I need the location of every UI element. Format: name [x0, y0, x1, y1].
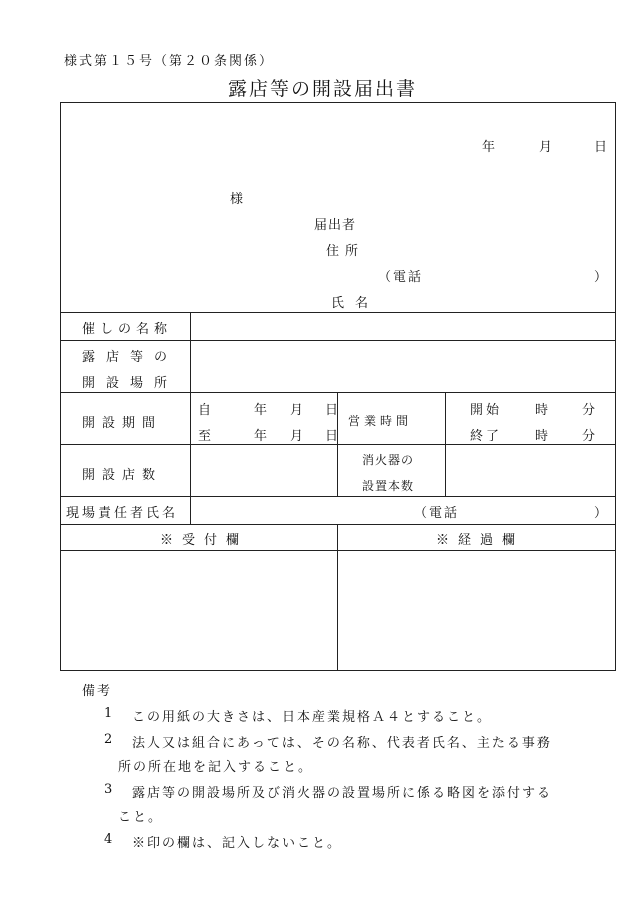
period-label: 開設期間 [82, 416, 163, 431]
notes-heading: 備考 [82, 684, 113, 699]
period-from-year: 年 [254, 403, 268, 418]
start-hour: 時 [535, 403, 549, 418]
location-label-line2: 開設場所 [82, 376, 179, 391]
start-minute: 分 [582, 403, 596, 418]
start-label: 開始 [470, 403, 503, 418]
note-3-number: 3 [104, 782, 113, 797]
note-4-text: ※印の欄は、記入しないこと。 [132, 836, 343, 851]
location-label-line1: 露店等の [82, 350, 179, 365]
name-label: 氏名 [331, 296, 380, 311]
applicant-phone-close: ） [594, 270, 608, 285]
note-2-text-line2: 所の所在地を記入すること。 [118, 760, 314, 775]
addressee-label: 様 [230, 192, 244, 207]
note-3-text-line2: こと。 [118, 810, 164, 825]
address-label: 住所 [326, 244, 365, 259]
period-to-label: 至 [198, 429, 212, 444]
note-1-number: 1 [104, 706, 113, 721]
applicant-phone-open: （電話 [378, 270, 424, 285]
date-year-label: 年 [482, 140, 496, 155]
applicant-label: 届出者 [314, 218, 357, 233]
period-to-day: 日 [325, 429, 339, 444]
note-2-text-line1: 法人又は組合にあっては、その名称、代表者氏名、主たる事務 [132, 736, 552, 751]
store-count-label: 開設店数 [82, 468, 163, 483]
period-to-year: 年 [254, 429, 268, 444]
note-1-text: この用紙の大きさは、日本産業規格Ａ４とすること。 [132, 710, 493, 725]
note-4-number: 4 [104, 832, 113, 847]
end-minute: 分 [582, 429, 596, 444]
period-from-day: 日 [325, 403, 339, 418]
manager-label: 現場責任者氏名 [66, 506, 179, 521]
end-hour: 時 [535, 429, 549, 444]
page-title: 露店等の開設届出書 [228, 78, 418, 100]
note-3-text-line1: 露店等の開設場所及び消火器の設置場所に係る略図を添付する [132, 786, 553, 801]
end-label: 終了 [470, 429, 503, 444]
period-from-label: 自 [198, 403, 212, 418]
extinguisher-label-line2: 設置本数 [362, 479, 415, 493]
event-name-label: 催しの名称 [82, 322, 173, 337]
period-from-month: 月 [290, 403, 304, 418]
date-month-label: 月 [539, 140, 553, 155]
form-number: 様式第１５号（第２０条関係） [64, 54, 275, 69]
reception-label: ※受付欄 [160, 533, 249, 548]
progress-label: ※経過欄 [436, 533, 525, 548]
extinguisher-label-line1: 消火器の [362, 453, 415, 467]
manager-phone-close: ） [594, 506, 608, 521]
business-hours-label: 営業時間 [348, 414, 413, 428]
date-day-label: 日 [594, 140, 608, 155]
note-2-number: 2 [104, 732, 113, 747]
manager-phone-open: （電話 [414, 506, 460, 521]
period-to-month: 月 [290, 429, 304, 444]
